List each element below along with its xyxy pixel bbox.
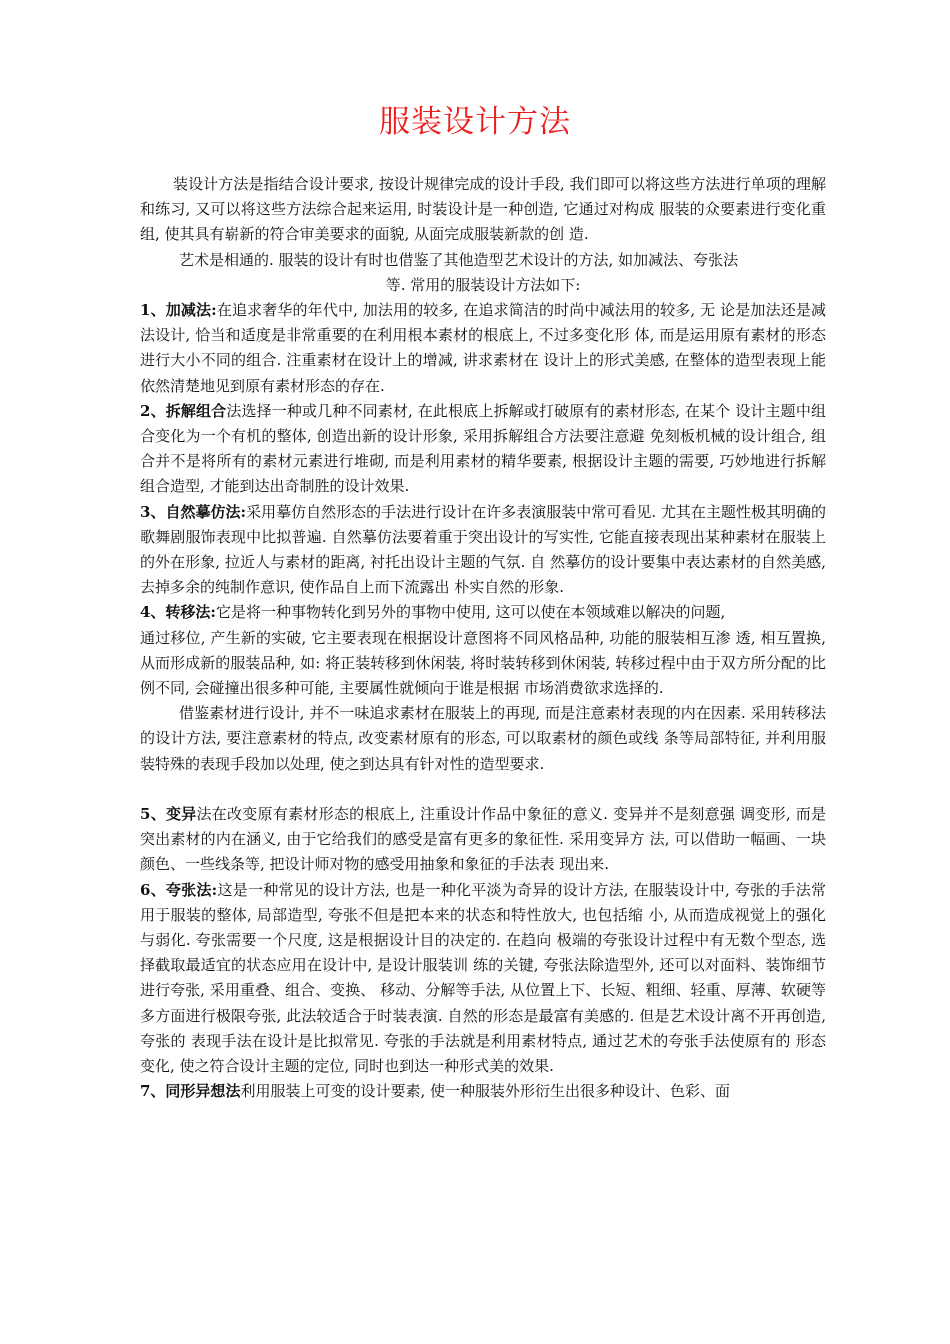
blank-line — [140, 777, 826, 802]
section-text: 利用服装上可变的设计要素, 使一种服装外形衍生出很多种设计、色彩、面 — [240, 1082, 730, 1101]
section-transfer-paragraph: 借鉴素材进行设计, 并不一味追求素材在服装上的再现, 而是注意素材表现的内在因素. 采用转移法的设计方法, 要注意素材的特点, 改变素材原有的形态, 可以取素材的颜色或线 条等局部特征, 并利用服装特殊的表现手段加以处理, 使之到达具有针对性的造型要求. — [140, 704, 826, 773]
section-label: 1、加减法: — [140, 301, 217, 320]
section-natural-imitation — [140, 500, 826, 601]
page-title: 服装设计方法 — [379, 104, 571, 140]
section-addition-subtraction — [140, 298, 826, 399]
section-label: 5、变异 — [140, 805, 197, 824]
intro-paragraph: 装设计方法是指结合设计要求, 按设计规律完成的设计手段, 我们即可以将这些方法进行单项的理解和练习, 又可以将这些方法综合起来运用, 时装设计是一种创造, 它通过对构成 服装的众要素进行变化重组, 使其具有崭新的符合审美要求的面貌, 从面完成服装新款的创 造. — [140, 175, 826, 244]
section-label: 3、自然摹仿法: — [140, 502, 247, 521]
section-label: 6、夸张法: — [140, 880, 218, 899]
section-variation — [140, 802, 826, 878]
section-exaggeration — [140, 878, 826, 1080]
section-same-shape — [140, 1079, 826, 1104]
document-body — [140, 172, 826, 1105]
intro-paragraph-2: 艺术是相通的. 服装的设计有时也借鉴了其他造型艺术设计的方法, 如加减法、夸张法 — [179, 250, 739, 269]
section-transfer — [140, 600, 826, 625]
section-label: 4、转移法: — [140, 603, 216, 622]
section-text: 在追求奢华的年代中, 加法用的较多, 在追求简洁的时尚中减法用的较多, 无 论是加法还是减法设计, 恰当和适度是非常重要的在利用根本素材的根底上, 不过多变化形 体, 而是运用原有素材的形态进行大小不同的组合. 注重素材在设计上的增减, 讲求素材在 设计上的形式美感, 在整体的造型表现上能依然清楚地见到原有素材形态的存在. — [140, 301, 826, 395]
section-text: 这是一种常见的设计方法, 也是一种化平淡为奇异的设计方法, 在服装设计中, 夸张的手法常用于服装的整体, 局部造型, 夸张不但是把本来的状态和特性放大, 也包括缩 小, 从而造成视觉上的强化与弱化. 夸张需要一个尺度, 这是根据设计目的决定的. 在趋向 极端的夸张设计过程中有无数个型态, 选择截取最适宜的状态应用在设计中, 是设计服装训 练的关键, 夸张法除造型外, 还可以对面料、装饰细节进行夸张, 采用重叠、组合、变换、 移动、分解等手法, 从位置上下、长短、粗细、轻重、厚薄、软硬等多方面进行极限夸张, 此法较适合于时装表演. 自然的形态是最富有美感的. 但是艺术设计离不开再创造, 夸张的 表现手法在设计是比拟常见. 夸张的手法就是利用素材特点, 通过艺术的夸张手法使原有的 形态变化, 使之符合设计主题的定位, 同时也到达一种形式美的效果. — [140, 880, 826, 1076]
section-label: 2、拆解组合 — [140, 401, 227, 420]
section-text: 法在改变原有素材形态的根底上, 注重设计作品中象征的意义. 变异并不是刻意强 调变形, 而是突出素材的内在涵义, 由于它给我们的感受是富有更多的象征性. 采用变异方 法, 可以借助一幅画、一块颜色、一些线条等, 把设计师对物的感受用抽象和象征的手法表 现出来. — [140, 805, 826, 874]
section-deconstruct-combine — [140, 399, 826, 500]
section-text: 采用摹仿自然形态的手法进行设计在许多表演服装中常可看见. 尤其在主题性极其明确的歌舞剧服饰表现中比拟普遍. 自然摹仿法要着重于突出设计的写实性, 它能直接表现出某种素材在服装上的外在形象, 拉近人与素材的距离, 衬托出设计主题的气氛. 自 然摹仿的设计要集中表达素材的自然美感, 去掉多余的纯制作意识, 使作品自上而下流露出 朴实自然的形象. — [140, 502, 826, 597]
section-text: 它是将一种事物转化到另外的事物中使用, 这可以使在本领域难以解决的问题, — [215, 603, 726, 622]
section-transfer-continued: 通过移位, 产生新的实破, 它主要表现在根据设计意图将不同风格品种, 功能的服装相互渗 透, 相互置换, 从而形成新的服装品种, 如: 将正装转移到休闲装, 将时装转移到休闲装, 转移过程中由于双方所分配的比例不同, 会碰撞出很多种可能, 主要属性就倾向于谁是根据 市场消费欲求选择的. — [140, 628, 826, 698]
section-text: 法选择一种或几种不同素材, 在此根底上拆解或打破原有的素材形态, 在某个 设计主题中组合变化为一个有机的整体, 创造出新的设计形象, 采用拆解组合方法要注意避 免刻板机械的设计组合, 组合并不是将所有的素材元素进行堆砌, 而是利用素材的精华要素, 根据设计主题的需要, 巧妙地进行拆解组合造型, 才能到达出奇制胜的设计效果. — [140, 401, 826, 496]
intro-paragraph-3: 等. 常用的服装设计方法如下: — [385, 275, 581, 294]
section-label: 7、同形异想法 — [140, 1082, 241, 1101]
